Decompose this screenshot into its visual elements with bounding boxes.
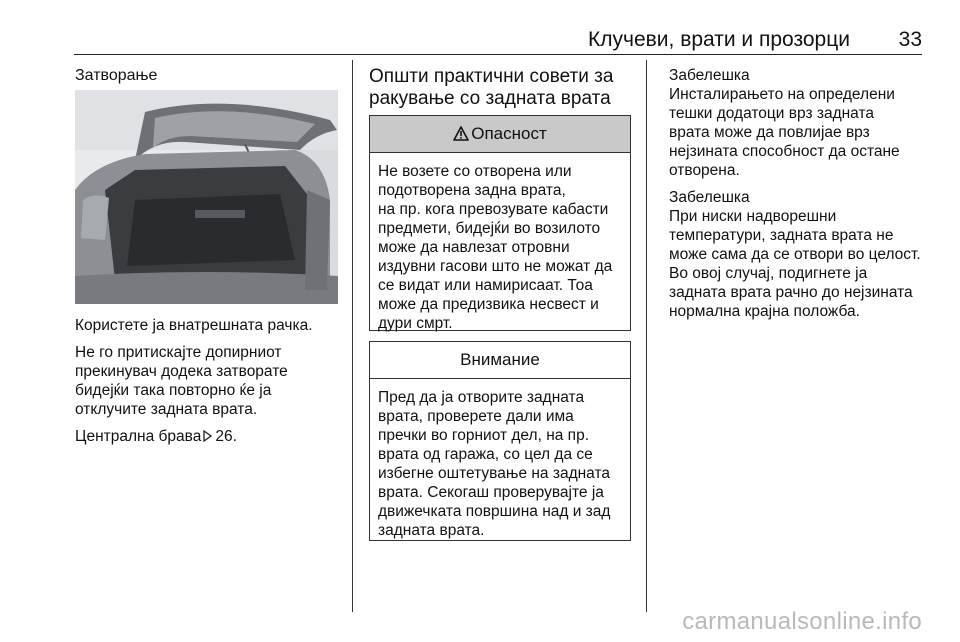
reference-label: Централна брава — [75, 428, 202, 445]
text-line: предмети, бидејќи во возилото — [378, 220, 601, 237]
text-line: може сама да се отвори во целост. — [669, 246, 921, 263]
text-line: нејзината способност да остане — [669, 143, 900, 160]
column-2 — [369, 66, 631, 110]
text-line: врата. Секогаш проверувајте ја — [378, 484, 604, 501]
note-1-title: Забелешка — [669, 67, 750, 84]
text-line: избегне оштетување на задната — [378, 465, 611, 482]
text-line: Не возете со отворена или — [378, 163, 572, 180]
text-line: се видат или намирисаат. Тоа — [378, 277, 593, 294]
caution-box-heading: Внимание — [370, 342, 630, 379]
text-line: Не го притискајте допирниот — [75, 344, 282, 361]
danger-box — [369, 115, 631, 331]
text-line: отклучите задната врата. — [75, 401, 258, 418]
text-line: движечката површина над и зад — [378, 503, 611, 520]
note-2-text — [669, 207, 931, 321]
car-rear-liftgate-open-photo — [75, 90, 338, 304]
text-line: може да навлезат отровни — [378, 239, 570, 256]
text-line: Инсталирањето на определени — [669, 86, 895, 103]
text-line: прекинувач додека затворате — [75, 363, 288, 380]
text-line: пречки во горниот дел, на пр. — [378, 427, 589, 444]
text-line: Пред да ја отворите задната — [378, 389, 585, 406]
danger-heading-text: Опасност — [471, 124, 547, 143]
note-2-title: Забелешка — [669, 189, 750, 206]
text-line: бидејќи така повторно ќе ја — [75, 382, 272, 399]
danger-box-heading — [370, 116, 630, 153]
text-line: отворена. — [669, 162, 740, 179]
text-line: Во овој случај, подигнете ја — [669, 265, 868, 282]
column-1-text — [75, 316, 343, 454]
text-line: задната врата. — [378, 522, 485, 539]
warning-triangle-icon — [453, 126, 469, 141]
chapter-title: Клучеви, врати и прозорци — [588, 28, 850, 51]
title-line: Општи практични совети за — [369, 66, 614, 87]
column-divider-right — [646, 60, 647, 612]
header-rule — [74, 54, 922, 55]
caution-box — [369, 341, 631, 541]
text-line: дури смрт. — [378, 315, 453, 332]
text-line: врата може да повлијае врз — [669, 124, 870, 141]
page-header — [74, 28, 922, 52]
text-line: температури, задната врата не — [669, 227, 894, 244]
central-lock-reference[interactable] — [75, 427, 343, 446]
caution-box-body — [370, 379, 630, 548]
text-line: издувни гасови што не можат да — [378, 258, 613, 275]
column-divider-left — [352, 60, 353, 612]
text-line: При ниски надворешни — [669, 208, 837, 225]
column-3 — [669, 66, 931, 329]
page-number: 33 — [898, 28, 922, 51]
watermark: carmanualsonline.info — [682, 608, 922, 635]
text-line: нормална крајна положба. — [669, 303, 860, 320]
text-line: врата од гаража, со цел да се — [378, 446, 593, 463]
text-line: може да предизвика несвест и — [378, 296, 599, 313]
note-1-text — [669, 85, 931, 180]
text-line: тешки додатоци врз задната — [669, 105, 875, 122]
text-line: на пр. кога превозувате кабасти — [378, 201, 609, 218]
section-title-general-tips — [369, 66, 631, 110]
danger-box-body — [370, 153, 630, 341]
title-line: ракување со задната врата — [369, 88, 611, 109]
text-line: врата, проверете дали има — [378, 408, 574, 425]
column-1 — [75, 66, 340, 85]
page-reference-arrow-icon — [203, 430, 212, 442]
text-line: задната врата рачно до нејзината — [669, 284, 913, 301]
closing-paragraph-2 — [75, 343, 343, 419]
closing-paragraph-1: Користете ја внатрешната рачка. — [75, 317, 313, 334]
reference-page: 26. — [215, 428, 237, 445]
text-line: подотворена задна врата, — [378, 182, 566, 199]
section-title-closing: Затворање — [75, 67, 158, 84]
